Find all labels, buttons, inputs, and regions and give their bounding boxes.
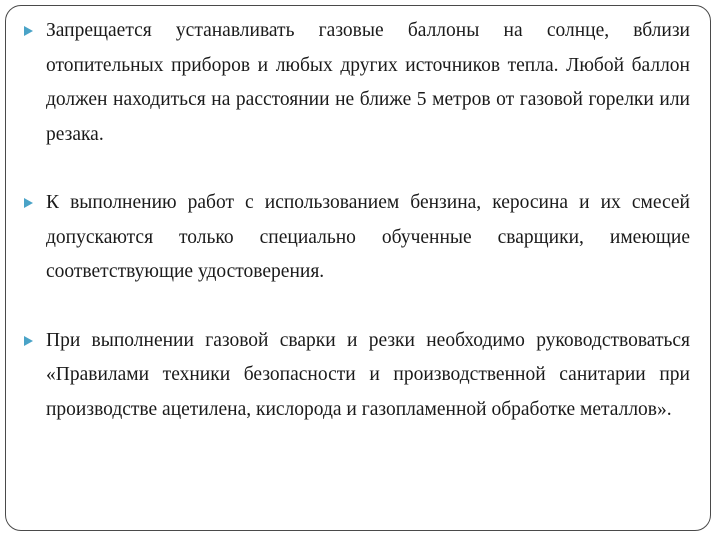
bullet-arrow-icon [24, 336, 33, 346]
bullet-arrow-icon [24, 26, 33, 36]
bullet-text: К выполнению работ с использованием бензина, керосина и их смесей допускаются только специально обученные сварщики, имеющие соответствующие удостоверения. [46, 192, 690, 282]
bullet-text: При выполнении газовой сварки и резки необходимо руководствоваться «Правилами техники безопасности и производственной санитарии при производстве ацетилена, кислорода и газопламенной обработке металлов». [46, 329, 690, 420]
bullet-list [24, 14, 690, 461]
list-item [24, 14, 690, 152]
list-item [24, 324, 690, 428]
bullet-text: Запрещается устанавливать газовые баллоны на солнце, вблизи отопительных приборов и любых других источников тепла. Любой баллон должен находиться на расстоянии не ближе 5 метров от газовой горелки или резака. [46, 20, 690, 145]
list-item [24, 186, 690, 290]
bullet-arrow-icon [24, 198, 33, 208]
